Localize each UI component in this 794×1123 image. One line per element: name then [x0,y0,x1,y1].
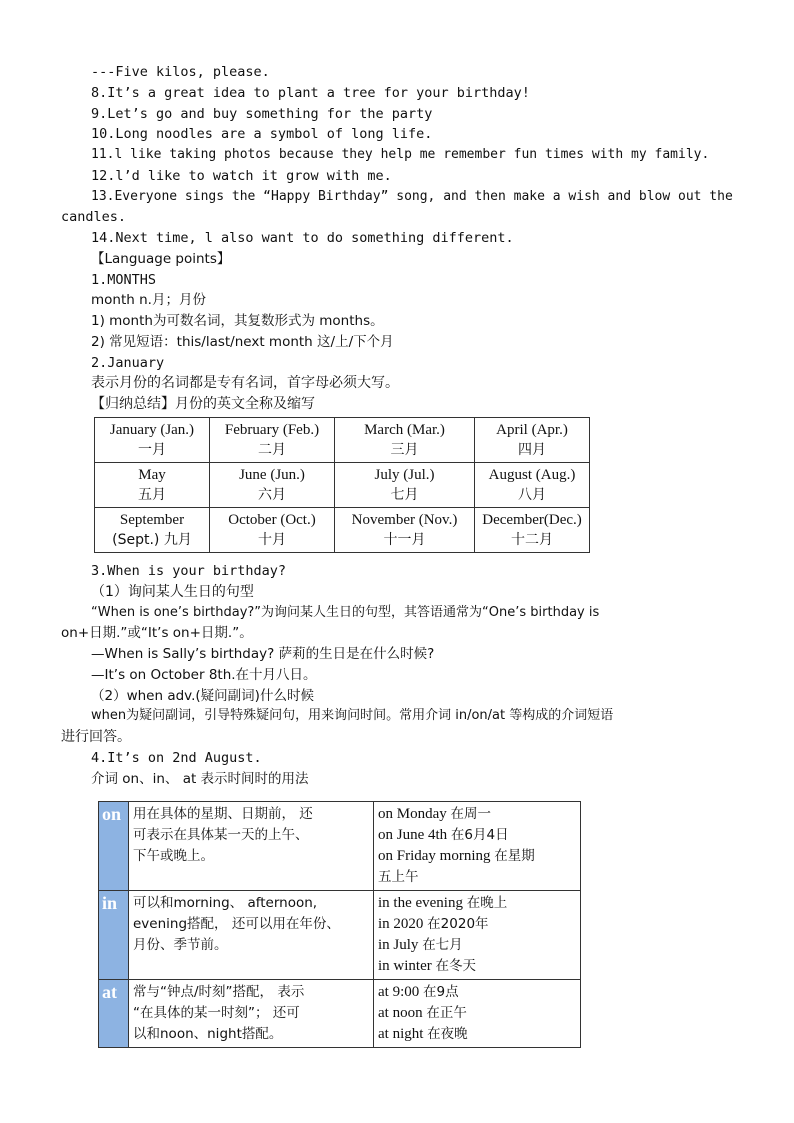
text-line: on+日期.”或“It’s on+日期.”。 [61,625,253,641]
text-line: 1) month为可数名词，其复数形式为 months。 [91,313,384,329]
text-line: 进行回答。 [61,729,131,745]
table-row [95,418,590,463]
table-cell: May 五月 [95,463,210,508]
table-cell: at 9:00 在9点 at noon 在正午 at night 在夜晚 [374,980,581,1048]
table-cell: August (Aug.) 八月 [475,463,590,508]
text-line: 2.January [91,355,165,371]
table-cell: November (Nov.) 十一月 [335,508,475,553]
table-cell: June (Jun.) 六月 [210,463,335,508]
text-line: 1.MONTHS [91,272,157,288]
table-cell: at [99,980,129,1048]
text-line: 3.When is your birthday? [91,563,287,579]
text-line: 表示月份的名词都是专有名词，首字母必须大写。 [91,375,399,391]
text-line: 11.l like taking photos because they help me remember fun times with my family. [91,147,710,162]
text-line: 2) 常见短语：this/last/next month 这/上/下个月 [91,334,394,350]
text-line: 13.Everyone sings the “Happy Birthday” song, and then make a wish and blow out the [91,189,733,204]
section-heading: 【Language points】 [91,251,231,267]
months-table [94,417,590,553]
table-cell: April (Apr.) 四月 [475,418,590,463]
text-line: （2）when adv.(疑问副词)什么时候 [91,688,314,704]
text-line: 10.Long noodles are a symbol of long life. [91,126,433,142]
table-cell: December(Dec.) 十二月 [475,508,590,553]
table-cell: March (Mar.) 三月 [335,418,475,463]
text-line: ---Five kilos, please. [91,64,270,80]
text-line: 14.Next time, l also want to do something different. [91,230,514,246]
table-cell: July (Jul.) 七月 [335,463,475,508]
table-cell: 可以和morning、 afternoon, evening搭配， 还可以用在年份、 月份、季节前。 [129,891,374,980]
table-cell: September (Sept.) 九月 [95,508,210,553]
text-line: —When is Sally’s birthday? 萨莉的生日是在什么时候? [91,646,435,662]
table-cell: 常与“钟点/时刻”搭配， 表示 “在具体的某一时刻”； 还可 以和noon、night搭配。 [129,980,374,1048]
table-cell: on Monday 在周一 on June 4th 在6月4日 on Friday morning 在星期 五上午 [374,802,581,891]
text-line: when为疑问副词，引导特殊疑问句，用来询问时间。常用介词 in/on/at 等构成的介词短语 [91,708,614,723]
table-cell: January (Jan.) 一月 [95,418,210,463]
section-heading: 【归纳总结】月份的英文全称及缩写 [91,396,315,412]
text-line: candles. [61,209,127,225]
text-line: 12.l’d like to watch it grow with me. [91,168,392,184]
table-row [95,508,590,553]
table-cell: October (Oct.) 十月 [210,508,335,553]
text-line: 9.Let’s go and buy something for the party [91,106,433,122]
table-cell: in the evening 在晚上 in 2020 在2020年 in July 在七月 in winter 在冬天 [374,891,581,980]
text-line: “When is one’s birthday?”为询问某人生日的句型，其答语通常为“One’s birthday is [91,605,600,620]
text-line: 4.It’s on 2nd August. [91,750,262,766]
text-line: （1）询问某人生日的句型 [91,584,254,600]
table-row [99,802,581,891]
text-line: —It’s on October 8th.在十月八日。 [91,667,317,683]
table-cell: 用在具体的星期、日期前， 还 可表示在具体某一天的上午、 下午或晚上。 [129,802,374,891]
table-cell: in [99,891,129,980]
text-line: month n.月；月份 [91,292,206,308]
text-line: 8.It’s a great idea to plant a tree for your birthday! [91,85,530,101]
table-cell: February (Feb.) 二月 [210,418,335,463]
table-row [99,891,581,980]
table-row [99,980,581,1048]
text-line: 介词 on、in、 at 表示时间时的用法 [91,771,309,787]
table-cell: on [99,802,129,891]
prepositions-table [98,801,581,1048]
table-row [95,463,590,508]
